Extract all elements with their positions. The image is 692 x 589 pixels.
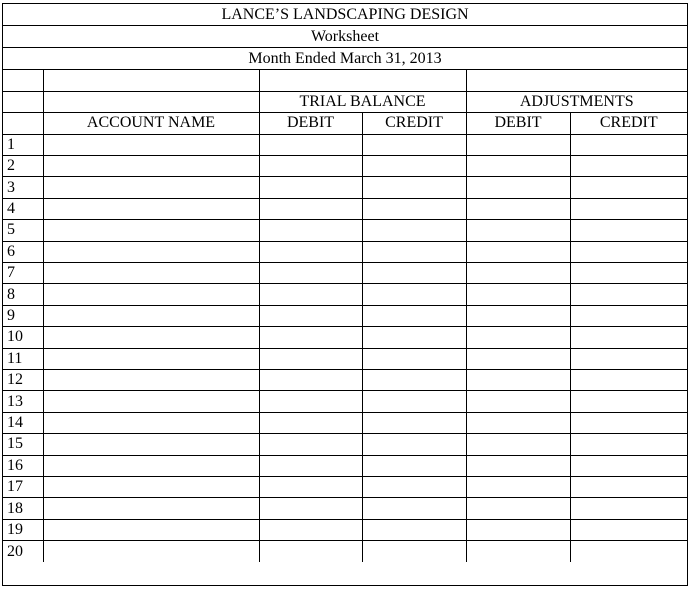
tb-debit-cell[interactable] [259, 391, 362, 412]
table-row [3, 263, 687, 284]
tb-credit-cell[interactable] [362, 476, 466, 497]
adj-credit-cell[interactable] [570, 391, 687, 412]
tb-credit-cell[interactable] [362, 327, 466, 348]
group-header-row [3, 91, 687, 112]
adj-credit-cell[interactable] [570, 134, 687, 155]
tb-debit-cell[interactable] [259, 305, 362, 326]
table-row [3, 241, 687, 262]
adj-credit-cell[interactable] [570, 519, 687, 540]
account-name-cell[interactable] [43, 284, 259, 305]
row-number: 14 [3, 412, 43, 433]
tb-credit-cell[interactable] [362, 241, 466, 262]
blank-header-row [3, 70, 687, 91]
tb-debit-cell[interactable] [259, 369, 362, 390]
account-name-cell[interactable] [43, 455, 259, 476]
tb-debit-cell[interactable] [259, 177, 362, 198]
table-row [3, 284, 687, 305]
adj-debit-cell[interactable] [466, 263, 570, 284]
row-number: 6 [3, 241, 43, 262]
row-number: 13 [3, 391, 43, 412]
tb-debit-cell[interactable] [259, 476, 362, 497]
row-number: 12 [3, 369, 43, 390]
adj-credit-cell[interactable] [570, 177, 687, 198]
adjustments-header: ADJUSTMENTS [466, 91, 687, 112]
account-name-cell[interactable] [43, 198, 259, 219]
adj-debit-cell[interactable] [466, 519, 570, 540]
tb-credit-cell[interactable] [362, 369, 466, 390]
tb-credit-cell[interactable] [362, 177, 466, 198]
table-row [3, 348, 687, 369]
report-period: Month Ended March 31, 2013 [3, 48, 687, 70]
adj-debit-cell[interactable] [466, 391, 570, 412]
tb-debit-cell[interactable] [259, 541, 362, 562]
tb-credit-cell[interactable] [362, 541, 466, 562]
adj-debit-cell[interactable] [466, 220, 570, 241]
adj-debit-cell[interactable] [466, 134, 570, 155]
tb-credit-cell[interactable] [362, 412, 466, 433]
table-row [3, 134, 687, 155]
adj-debit-cell[interactable] [466, 305, 570, 326]
adj-debit-cell[interactable] [466, 348, 570, 369]
tb-debit-cell[interactable] [259, 434, 362, 455]
tb-credit-cell[interactable] [362, 305, 466, 326]
adj-credit-cell[interactable] [570, 455, 687, 476]
account-name-cell[interactable] [43, 476, 259, 497]
account-name-cell[interactable] [43, 391, 259, 412]
tb-credit-cell[interactable] [362, 498, 466, 519]
row-number: 3 [3, 177, 43, 198]
tb-debit-cell[interactable] [259, 156, 362, 177]
row-number: 17 [3, 476, 43, 497]
tb-debit-cell[interactable] [259, 412, 362, 433]
tb-credit-header: CREDIT [362, 113, 466, 134]
tb-debit-cell[interactable] [259, 198, 362, 219]
account-name-cell[interactable] [43, 177, 259, 198]
table-row [3, 305, 687, 326]
table-row [3, 498, 687, 519]
adj-debit-cell[interactable] [466, 412, 570, 433]
account-name-cell[interactable] [43, 327, 259, 348]
worksheet-form [2, 3, 688, 586]
account-name-cell[interactable] [43, 369, 259, 390]
adj-credit-cell[interactable] [570, 198, 687, 219]
adj-credit-cell[interactable] [570, 498, 687, 519]
account-name-cell[interactable] [43, 263, 259, 284]
table-row [3, 369, 687, 390]
adj-credit-cell[interactable] [570, 305, 687, 326]
row-number: 2 [3, 156, 43, 177]
row-number: 1 [3, 134, 43, 155]
column-header-row [3, 113, 687, 134]
row-number: 4 [3, 198, 43, 219]
tb-debit-cell[interactable] [259, 327, 362, 348]
tb-debit-cell[interactable] [259, 455, 362, 476]
table-row [3, 391, 687, 412]
row-number: 5 [3, 220, 43, 241]
company-name: LANCE’S LANDSCAPING DESIGN [3, 4, 687, 26]
tb-credit-cell[interactable] [362, 284, 466, 305]
table-row [3, 327, 687, 348]
adj-debit-header: DEBIT [466, 113, 570, 134]
adj-debit-cell[interactable] [466, 241, 570, 262]
adj-credit-cell[interactable] [570, 412, 687, 433]
tb-debit-cell[interactable] [259, 134, 362, 155]
adj-debit-cell[interactable] [466, 284, 570, 305]
tb-credit-cell[interactable] [362, 220, 466, 241]
tb-credit-cell[interactable] [362, 134, 466, 155]
table-row [3, 198, 687, 219]
row-number: 11 [3, 348, 43, 369]
table-row [3, 541, 687, 562]
adj-credit-cell[interactable] [570, 241, 687, 262]
row-number: 7 [3, 263, 43, 284]
account-name-header: ACCOUNT NAME [43, 113, 259, 134]
account-name-cell[interactable] [43, 498, 259, 519]
account-name-cell[interactable] [43, 412, 259, 433]
account-name-cell[interactable] [43, 220, 259, 241]
adj-debit-cell[interactable] [466, 434, 570, 455]
adj-debit-cell[interactable] [466, 455, 570, 476]
tb-debit-cell[interactable] [259, 284, 362, 305]
account-name-cell[interactable] [43, 305, 259, 326]
table-row [3, 519, 687, 540]
adj-credit-cell[interactable] [570, 263, 687, 284]
row-number: 9 [3, 305, 43, 326]
trial-balance-header: TRIAL BALANCE [259, 91, 466, 112]
tb-debit-cell[interactable] [259, 348, 362, 369]
adj-credit-cell[interactable] [570, 476, 687, 497]
adj-credit-cell[interactable] [570, 434, 687, 455]
adj-debit-cell[interactable] [466, 541, 570, 562]
row-number: 20 [3, 541, 43, 562]
adj-debit-cell[interactable] [466, 177, 570, 198]
adj-debit-cell[interactable] [466, 156, 570, 177]
tb-credit-cell[interactable] [362, 156, 466, 177]
tb-debit-cell[interactable] [259, 220, 362, 241]
adj-credit-cell[interactable] [570, 156, 687, 177]
account-name-cell[interactable] [43, 156, 259, 177]
tb-credit-cell[interactable] [362, 198, 466, 219]
row-number: 10 [3, 327, 43, 348]
adj-credit-cell[interactable] [570, 220, 687, 241]
row-number: 8 [3, 284, 43, 305]
account-name-cell[interactable] [43, 134, 259, 155]
table-row [3, 156, 687, 177]
tb-debit-cell[interactable] [259, 263, 362, 284]
account-name-cell[interactable] [43, 241, 259, 262]
report-title: Worksheet [3, 26, 687, 48]
adj-credit-cell[interactable] [570, 541, 687, 562]
account-name-cell[interactable] [43, 434, 259, 455]
tb-debit-cell[interactable] [259, 498, 362, 519]
adj-credit-cell[interactable] [570, 369, 687, 390]
row-number: 16 [3, 455, 43, 476]
table-row [3, 476, 687, 497]
tb-debit-header: DEBIT [259, 113, 362, 134]
adj-credit-cell[interactable] [570, 348, 687, 369]
row-number: 19 [3, 519, 43, 540]
tb-credit-cell[interactable] [362, 455, 466, 476]
adj-debit-cell[interactable] [466, 369, 570, 390]
tb-credit-cell[interactable] [362, 263, 466, 284]
tb-credit-cell[interactable] [362, 348, 466, 369]
adj-credit-cell[interactable] [570, 284, 687, 305]
adj-debit-cell[interactable] [466, 476, 570, 497]
table-row [3, 412, 687, 433]
adj-debit-cell[interactable] [466, 327, 570, 348]
worksheet-table [3, 70, 687, 562]
row-number: 15 [3, 434, 43, 455]
account-name-cell[interactable] [43, 541, 259, 562]
tb-credit-cell[interactable] [362, 519, 466, 540]
tb-credit-cell[interactable] [362, 434, 466, 455]
adj-credit-header: CREDIT [570, 113, 687, 134]
adj-debit-cell[interactable] [466, 198, 570, 219]
table-row [3, 434, 687, 455]
tb-debit-cell[interactable] [259, 241, 362, 262]
table-row [3, 177, 687, 198]
adj-debit-cell[interactable] [466, 498, 570, 519]
table-row [3, 220, 687, 241]
table-row [3, 455, 687, 476]
account-name-cell[interactable] [43, 519, 259, 540]
row-number: 18 [3, 498, 43, 519]
account-name-cell[interactable] [43, 348, 259, 369]
tb-debit-cell[interactable] [259, 519, 362, 540]
adj-credit-cell[interactable] [570, 327, 687, 348]
tb-credit-cell[interactable] [362, 391, 466, 412]
